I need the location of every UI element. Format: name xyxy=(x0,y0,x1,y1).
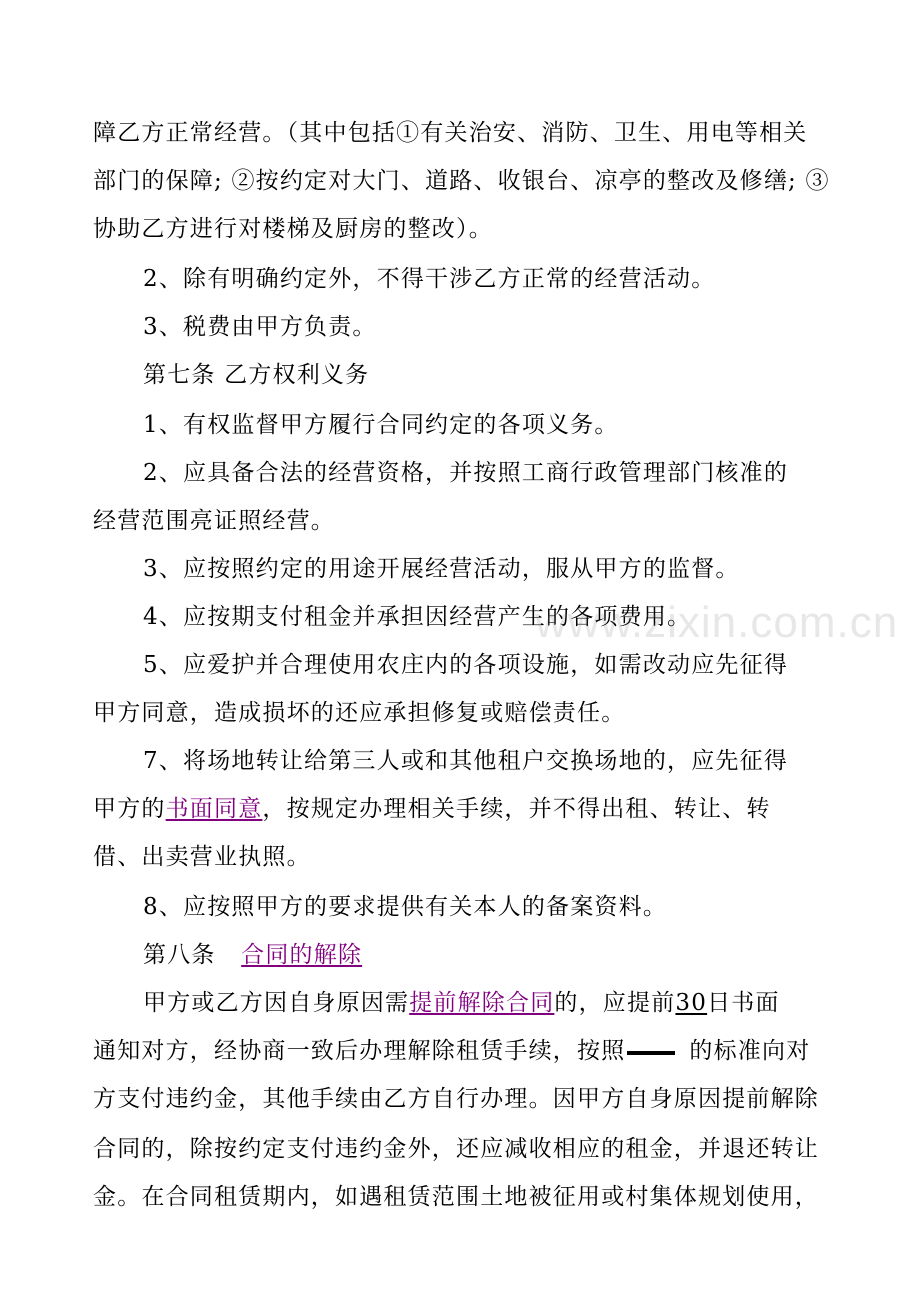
text-line-2: 部门的保障; ②按约定对大门、道路、收银台、凉亭的整改及修缮; ③ xyxy=(93,168,830,194)
text-line-21: 方支付违约金，其他手续由乙方自行办理。因甲方自身原因提前解除 xyxy=(93,1086,819,1112)
text-segment: 甲方或乙方因自身原因需 xyxy=(143,990,410,1016)
text-line-23: 金。在合同租赁期内，如遇租赁范围土地被征用或村集体规划使用， xyxy=(93,1184,819,1210)
text-segment: 第八条 xyxy=(143,942,242,968)
text-line-14: 7、将场地转让给第三人或和其他租户交换场地的，应先征得 xyxy=(143,748,789,774)
text-line-5: 3、税费由甲方负责。 xyxy=(143,314,377,340)
written-consent-link[interactable]: 书面同意 xyxy=(165,796,263,822)
text-line-3: 协助乙方进行对楼梯及厨房的整改）。 xyxy=(93,216,493,242)
blank-fill-line xyxy=(627,1051,675,1055)
text-line-15 xyxy=(93,793,920,825)
article-8-heading xyxy=(143,939,920,971)
notice-days-value: 30 xyxy=(675,990,708,1016)
text-line-10: 3、应按照约定的用途开展经营活动，服从甲方的监督。 xyxy=(143,556,740,582)
watermark: www.zixin.com.cn xyxy=(535,598,899,647)
text-line-19 xyxy=(143,987,920,1019)
text-segment: 通知对方，经协商一致后办理解除租赁手续，按照 xyxy=(93,1038,626,1064)
early-termination-link[interactable]: 提前解除合同 xyxy=(409,990,555,1016)
text-line-17: 8、应按照甲方的要求提供有关本人的备案资料。 xyxy=(143,894,668,920)
article-7-heading: 第七条 乙方权利义务 xyxy=(143,362,370,388)
text-line-9: 经营范围亮证照经营。 xyxy=(93,508,335,534)
text-segment: ，按规定办理相关手续，并不得出租、转让、转 xyxy=(262,796,771,822)
text-line-4: 2、除有明确约定外，不得干涉乙方正常的经营活动。 xyxy=(143,266,716,292)
text-line-11: 4、应按期支付租金并承担因经营产生的各项费用。 xyxy=(143,604,692,630)
text-segment: 甲方的 xyxy=(93,796,166,822)
text-line-22: 合同的，除按约定支付违约金外，还应减收相应的租金，并退还转让 xyxy=(93,1136,819,1162)
text-segment: 的，应提前 xyxy=(554,990,676,1016)
text-line-16: 借、出卖营业执照。 xyxy=(93,844,311,870)
contract-termination-link[interactable]: 合同的解除 xyxy=(241,942,363,968)
text-line-20 xyxy=(93,1035,920,1067)
text-line-12: 5、应爱护并合理使用农庄内的各项设施，如需改动应先征得 xyxy=(143,652,789,678)
text-segment: 日书面 xyxy=(707,990,780,1016)
text-line-1: 障乙方正常经营。（其中包括①有关治安、消防、卫生、用电等相关 xyxy=(93,120,808,146)
text-segment: 的标准向对 xyxy=(689,1038,811,1064)
text-line-13: 甲方同意，造成损坏的还应承担修复或赔偿责任。 xyxy=(93,700,626,726)
text-line-7: 1、有权监督甲方履行合同约定的各项义务。 xyxy=(143,412,619,438)
text-line-8: 2、应具备合法的经营资格，并按照工商行政管理部门核准的 xyxy=(143,460,789,486)
